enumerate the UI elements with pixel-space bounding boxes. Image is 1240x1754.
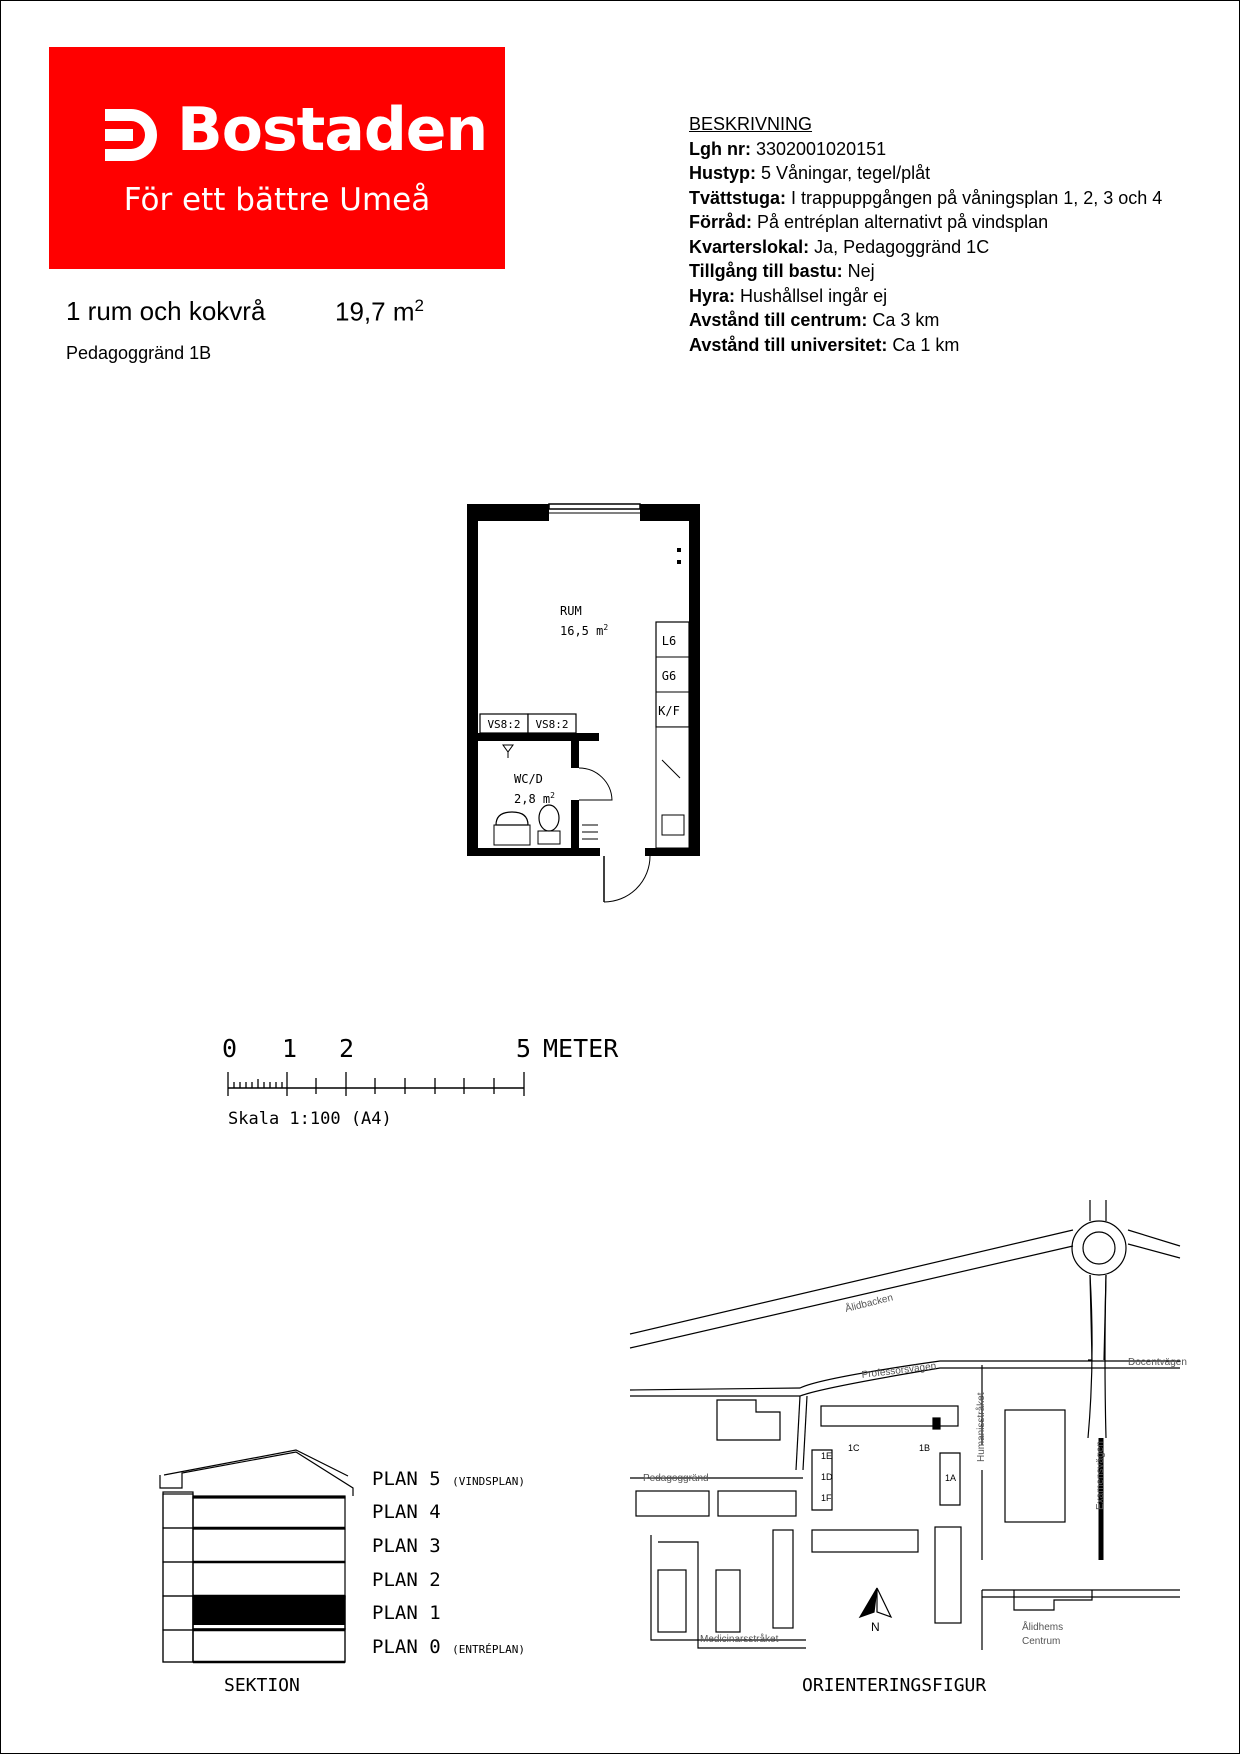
building-label: 1D	[821, 1472, 833, 1482]
plan-level-label: PLAN 4	[372, 1501, 441, 1523]
room-name: RUM	[560, 604, 582, 618]
building-section	[160, 1450, 353, 1662]
scale-tick-label: 5	[516, 1034, 532, 1063]
plan-level-label: PLAN 0 (ENTRÉPLAN)	[372, 1636, 525, 1658]
building-labels	[821, 1443, 956, 1634]
bath-area: 2,8 $m^2$	[514, 791, 555, 806]
description-row: Kvarterslokal: Ja, Pedagoggränd 1C	[689, 236, 990, 257]
appliance-label: L6	[661, 634, 677, 648]
description-row: Avstånd till universitet: Ca 1 km	[689, 334, 960, 355]
building-label: 1B	[919, 1443, 931, 1453]
appliance-label: K/F	[658, 704, 680, 718]
area-label: Centrum	[1022, 1636, 1061, 1647]
plan-level-label: PLAN 2	[372, 1569, 441, 1591]
scale-tick-label: 2	[339, 1034, 355, 1063]
plan-level-label: PLAN 3	[372, 1535, 441, 1557]
description-row: Avstånd till centrum: Ca 3 km	[689, 310, 940, 330]
brand-tagline: För ett bättre Umeå	[123, 182, 431, 218]
description-row: Tillgång till bastu: Nej	[689, 261, 875, 281]
wall-left	[467, 504, 478, 856]
wall-bottom-left	[467, 848, 600, 856]
room-area: 16,5 $m^2$	[560, 623, 609, 638]
street-label: Pedagoggränd	[643, 1473, 709, 1484]
closet-label: VS8:2	[487, 718, 521, 731]
scale-bar	[222, 1034, 619, 1129]
washbasin	[496, 812, 528, 825]
apartment-title: 1 rum och kokvrå	[66, 296, 266, 326]
plan-level-label: PLAN 1	[372, 1602, 441, 1624]
description-row: Hustyp: 5 Våningar, tegel/plåt	[689, 163, 931, 183]
wall-top-left	[467, 504, 549, 521]
closet-label: VS8:2	[535, 718, 569, 731]
street-label: Docentvägen	[1128, 1357, 1187, 1368]
building-label: 1C	[848, 1443, 860, 1453]
description-row: Förråd: På entréplan alternativt på vindsplan	[689, 212, 1049, 232]
apartment-area: 19,7 $m^2$	[335, 296, 424, 327]
appliance-label: G6	[661, 669, 677, 683]
bath-door	[579, 768, 612, 800]
street-label: Professorsvägen	[861, 1360, 937, 1381]
description-heading: BESKRIVNING	[689, 114, 813, 134]
section-caption: SEKTION	[224, 1675, 300, 1696]
description-row: Lgh nr: 3302001020151	[689, 138, 887, 159]
window	[549, 504, 640, 509]
north-arrow-icon	[860, 1588, 877, 1617]
north-label: N	[871, 1620, 880, 1634]
scale-unit: METER	[543, 1034, 619, 1063]
street-label: Humanisstråket	[976, 1392, 987, 1462]
brand-name: Bostaden	[177, 95, 488, 165]
bath-wall-top	[467, 733, 599, 741]
area-label: Ålidhems	[1022, 1622, 1064, 1633]
scale-tick-label: 1	[282, 1034, 298, 1063]
toilet	[539, 805, 559, 831]
street-label: Examensvägen	[1095, 1441, 1106, 1510]
building-label: 1A	[945, 1473, 957, 1483]
description-row: Tvättstuga: I trappuppgången på våningsplan 1, 2, 3 och 4	[689, 187, 1163, 208]
orientation-map	[630, 1200, 1180, 1650]
apartment-address: Pedagoggränd 1B	[66, 343, 212, 363]
orientation-caption: ORIENTERINGSFIGUR	[802, 1675, 987, 1696]
description-row: Hyra: Hushållsel ingår ej	[689, 285, 888, 306]
scale-note: Skala 1:100 (A4)	[228, 1109, 392, 1129]
bath-name: WC/D	[514, 772, 543, 786]
drain-icon	[503, 745, 513, 752]
target-building-marker	[933, 1418, 940, 1429]
building-label: 1F	[821, 1493, 832, 1503]
highlighted-floor	[193, 1598, 345, 1625]
street-label: Medicinarsstråket	[700, 1634, 779, 1645]
scale-tick-label: 0	[222, 1034, 238, 1063]
floor-plan	[467, 504, 700, 902]
wall-right	[689, 504, 700, 856]
wall-bottom-right	[645, 848, 700, 856]
street-label: Ålidbacken	[844, 1292, 895, 1315]
building-label: 1E	[821, 1451, 833, 1461]
plan-level-label: PLAN 5 (VINDSPLAN)	[372, 1468, 525, 1490]
bath-wall-right	[571, 800, 579, 856]
